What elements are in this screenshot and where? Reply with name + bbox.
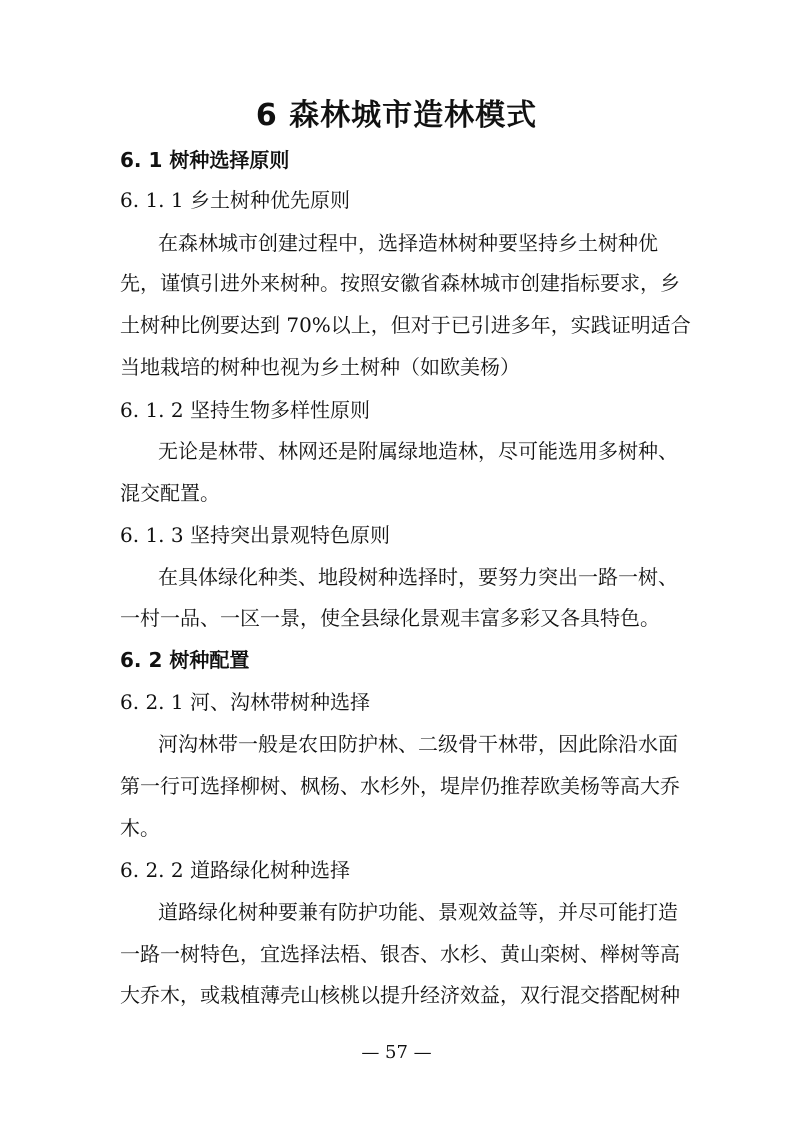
paragraph-line: 在具体绿化种类、地段树种选择时，要努力突出一路一树、 (158, 565, 678, 589)
paragraph-line: 土树种比例要达到 70%以上，但对于已引进多年，实践证明适合 (120, 313, 691, 337)
paragraph-line: 先，谨慎引进外来树种。按照安徽省森林城市创建指标要求，乡 (120, 271, 680, 295)
subsection-heading-6-1-3: 6. 1. 3 坚持突出景观特色原则 (120, 523, 390, 547)
paragraph-line: 在森林城市创建过程中，选择造林树种要坚持乡土树种优 (158, 231, 658, 255)
page-title: 6 森林城市造林模式 (255, 98, 538, 133)
paragraph-line: 河沟林带一般是农田防护林、二级骨干林带，因此除沿水面 (158, 732, 678, 756)
subsection-heading-6-2-2: 6. 2. 2 道路绿化树种选择 (120, 858, 350, 882)
paragraph-line: 木。 (120, 816, 160, 840)
section-heading-6-1: 6. 1 树种选择原则 (120, 148, 290, 172)
subsection-heading-6-1-2: 6. 1. 2 坚持生物多样性原则 (120, 398, 370, 422)
paragraph-line: 道路绿化树种要兼有防护功能、景观效益等，并尽可能打造 (158, 900, 678, 924)
paragraph-line: 一村一品、一区一景，使全县绿化景观丰富多彩又各具特色。 (120, 606, 660, 630)
paragraph-line: 一路一树特色，宜选择法梧、银杏、水杉、黄山栾树、榉树等高 (120, 942, 680, 966)
paragraph-line: 无论是林带、林网还是附属绿地造林，尽可能选用多树种、 (158, 439, 678, 463)
subsection-heading-6-1-1: 6. 1. 1 乡土树种优先原则 (120, 188, 350, 212)
paragraph-line: 大乔木，或栽植薄壳山核桃以提升经济效益，双行混交搭配树种 (120, 983, 680, 1007)
subsection-heading-6-2-1: 6. 2. 1 河、沟林带树种选择 (120, 690, 370, 714)
page-number: — 57 — (361, 1042, 432, 1063)
section-heading-6-2: 6. 2 树种配置 (120, 648, 250, 672)
paragraph-line: 第一行可选择柳树、枫杨、水杉外，堤岸仍推荐欧美杨等高大乔 (120, 774, 680, 798)
paragraph-line: 混交配置。 (120, 481, 220, 505)
paragraph-line: 当地栽培的树种也视为乡土树种（如欧美杨） (120, 355, 520, 379)
